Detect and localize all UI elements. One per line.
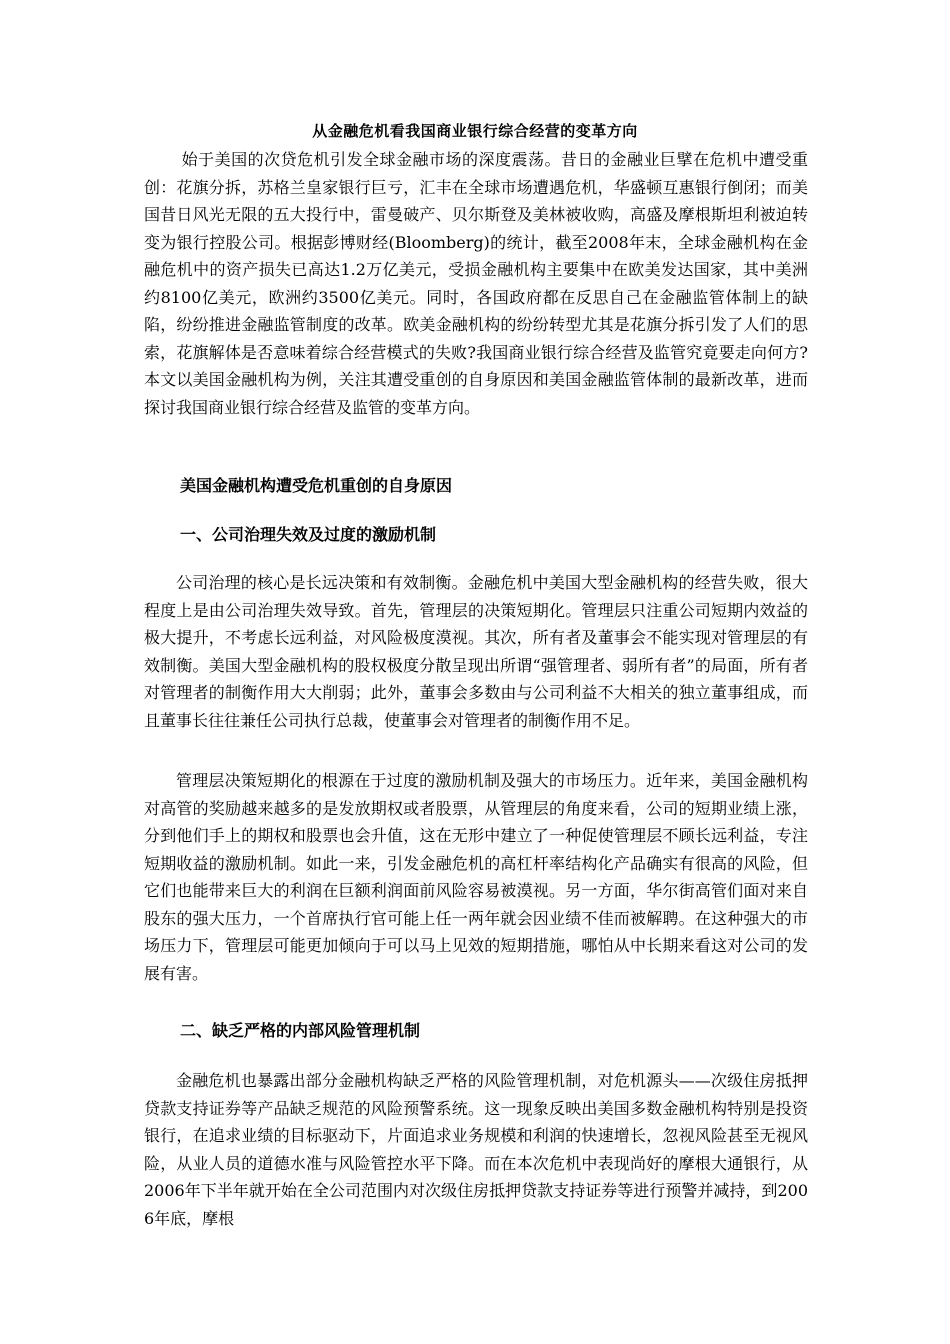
intro-paragraph: 始于美国的次贷危机引发全球金融市场的深度震荡。昔日的金融业巨擘在危机中遭受重创：花旗分拆，苏格兰皇家银行巨亏，汇丰在全球市场遭遇危机，华盛顿互惠银行倒闭；而美国昔日风光无限的五大投行中，雷曼破产、贝尔斯登及美林被收购，高盛及摩根斯坦利被迫转变为银行控股公司。根据彭博财经(Bloomberg)的统计，截至2008年末，全球金融机构在金融危机中的资产损失已高达1.2万亿美元，受损金融机构主要集中在欧美发达国家，其中美洲约8100亿美元，欧洲约3500亿美元。同时，各国政府都在反思自己在金融监管体制上的缺陷，纷纷推进金融监管制度的改革。欧美金融机构的纷纷转型尤其是花旗分拆引发了人们的思索，花旗解体是否意味着综合经营模式的失败?我国商业银行综合经营及监管究竟要走向何方?本文以美国金融机构为例，关注其遭受重创的自身原因和美国金融监管体制的最新改革，进而探讨我国商业银行综合经营及监管的变革方向。 [144, 150, 808, 417]
body-paragraph-2: 管理层决策短期化的根源在于过度的激励机制及强大的市场压力。近年来，美国金融机构对高管的奖励越来越多的是发放期权或者股票，从管理层的角度来看，公司的短期业绩上涨，分到他们手上的期权和股票也会升值，这在无形中建立了一种促使管理层不顾长远利益，专注短期收益的激励机制。如此一来，引发金融危机的高杠杆率结构化产品确实有很高的风险，但它们也能带来巨大的利润在巨额利润面前风险容易被漠视。另一方面，华尔街高管们面对来自股东的强大压力，一个首席执行官可能上任一两年就会因业绩不佳而被解聘。在这种强大的市场压力下，管理层可能更加倾向于可以马上见效的短期措施，哪怕从中长期来看这对公司的发展有害。 [144, 771, 808, 983]
body-paragraph-3: 金融危机也暴露出部分金融机构缺乏严格的风险管理机制，对危机源头——次级住房抵押贷款支持证券等产品缺乏规范的风险预警系统。这一现象反映出美国多数金融机构特别是投资银行，在追求业绩的目标驱动下，片面追求业务规模和利润的快速增长，忽视风险甚至无视风险，从业人员的道德水准与风险管控水平下降。而在本次危机中表现尚好的摩根大通银行，从2006年下半年就开始在全公司范围内对次级住房抵押贷款支持证券等进行预警并减持，到2006年底，摩根 [144, 1071, 808, 1228]
document-title: 从金融危机看我国商业银行综合经营的变革方向 [312, 122, 638, 140]
subsection-heading-1: 一、公司治理失效及过度的激励机制 [180, 525, 437, 544]
body-paragraph-1: 公司治理的核心是长远决策和有效制衡。金融危机中美国大型金融机构的经营失败，很大程度上是由公司治理失效导致。首先，管理层的决策短期化。管理层只注重公司短期内效益的极大提升，不考虑长远利益，对风险极度漠视。其次，所有者及董事会不能实现对管理层的有效制衡。美国大型金融机构的股权极度分散呈现出所谓“强管理者、弱所有者”的局面，所有者对管理者的制衡作用大大削弱；此外，董事会多数由与公司利益不大相关的独立董事组成，而且董事长往往兼任公司执行总裁，使董事会对管理者的制衡作用不足。 [144, 573, 808, 730]
subsection-heading-2: 二、缺乏严格的内部风险管理机制 [180, 1021, 421, 1040]
section-heading: 美国金融机构遭受危机重创的自身原因 [180, 476, 453, 495]
